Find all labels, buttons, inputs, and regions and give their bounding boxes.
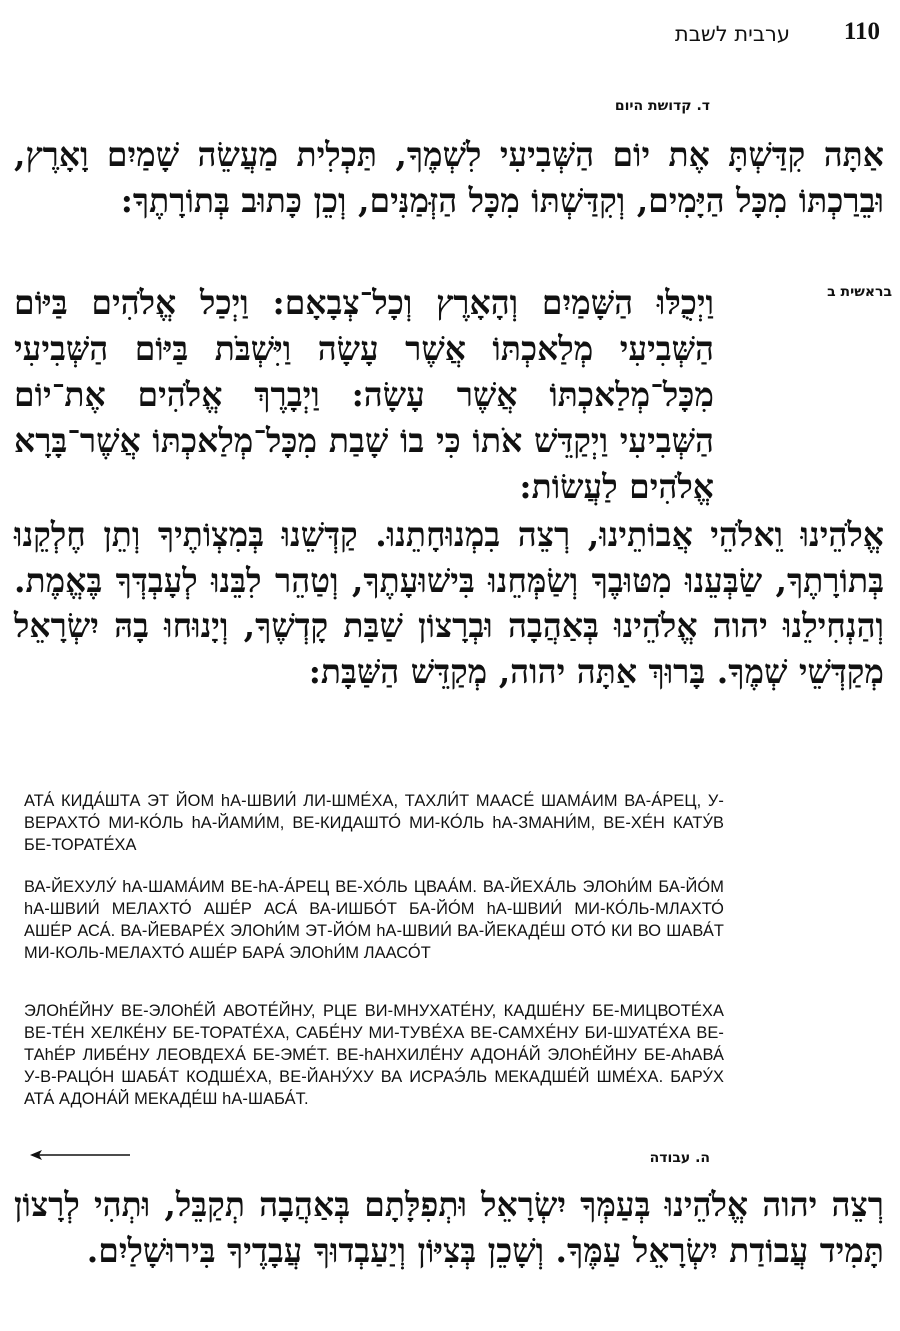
hebrew-paragraph-2: וַיְכֻלּוּ הַשָּׁמַיִם וְהָאָרֶץ וְכָל־צְבָאָם: וַיְכַל אֱלֹהִים בַּיּוֹם הַשְּׁבִיעִי מְלַאכְתּוֹ אֲשֶׁר עָשָׂה וַיִּשְׁבֹּת בַּיּוֹם הַשְּׁבִיעִי מִכָּל־מְלַאכְתּוֹ אֲשֶׁר עָשָׂה: וַיְבָרֶךְ אֱלֹהִים אֶת־יוֹם הַשְּׁבִיעִי וַיְקַדֵּשׁ אֹתוֹ כִּי בוֹ שָׁבַת מִכָּל־מְלַאכְתּוֹ אֲשֶׁר־בָּרָא אֱלֹהִים לַעֲשׂוֹת: <box>14 283 714 506</box>
page-number: 110 <box>843 18 880 45</box>
transliteration-paragraph-2: ВА-ЙЕХУЛУ́ hА-ШАМА́ИМ ВЕ-hА-А́РЕЦ ВЕ-ХО́ЛЬ ЦВАА́М. ВА-ЙЕХА́ЛЬ ЭЛОhИ́М БА-ЙО́М hА-ШВИИ́ МЕЛАХТО́ АШЕ́Р АСА́ ВА-ИШБО́Т БА-ЙО́М hА-ШВИИ́ МИ-КО́ЛЬ-МЛАХТО́ АШЕ́Р АСА́. ВА-ЙЕВАРЕ́Х ЭЛОhИ́М ЭТ-ЙО́М hА-ШВИИ́ ВА-ЙЕКАДЕ́Ш ОТО́ КИ ВО ШАВА́Т МИ-КОЛЬ-МЕЛАХТО́ АШЕ́Р БАРА́ ЭЛОhИ́М ЛААСО́Т <box>24 878 724 962</box>
page-title: ערבית לשבת <box>674 22 790 46</box>
section-label-kedushat-hayom: ד. קדושת היום <box>614 98 710 114</box>
section-label-avodah: ה. עבודה <box>649 1150 710 1166</box>
continue-arrow-icon <box>28 1147 132 1161</box>
transliteration-paragraph-1: АТА́ КИДА́ШТА ЭТ ЙОМ hА-ШВИИ́ ЛИ-ШМЕ́ХА, ТАХЛИ́Т МААСЕ́ ШАМА́ИМ ВА-А́РЕЦ, У-ВЕРАХТО́ МИ-КО́ЛЬ hА-ЙАМИ́М, ВЕ-КИДАШТО́ МИ-КО́ЛЬ hА-ЗМАНИ́М, ВЕ-ХЕ́Н КАТУ́В БЕ-ТОРАТЕ́ХА <box>24 792 724 854</box>
margin-note-source: בראשית ב <box>827 284 892 300</box>
hebrew-paragraph-4: רְצֵה יהוה אֱלֹהֵינוּ בְּעַמְּךָ יִשְׂרָאֵל וּתְפִלָּתָם בְּאַהֲבָה תְקַבֵּל, וּתְהִי לְרָצוֹן תָּמִיד עֲבוֹדַת יִשְׂרָאֵל עַמֶּךָ. וְשָׁכֵן בְּצִיּוֹן וְיַעַבְדוּךָ עֲבָדֶיךָ בִּירוּשָׁלַיִם. <box>14 1185 884 1270</box>
hebrew-paragraph-1: אַתָּה קִדַּשְׁתָּ אֶת יוֹם הַשְּׁבִיעִי לִשְׁמֶךָ, תַּכְלִית מַעֲשֵׂה שָׁמַיִם וָאָרֶץ, וּבֵרַכְתּוֹ מִכָּל הַיָּמִים, וְקִדַּשְׁתּוֹ מִכָּל הַזְּמַנִּים, וְכֵן כָּתוּב בְּתוֹרָתֶךָ: <box>14 135 884 220</box>
hebrew-paragraph-3: אֱלֹהֵינוּ וֵאלֹהֵי אֲבוֹתֵינוּ, רְצֵה בִמְנוּחָתֵנוּ. קַדְּשֵׁנוּ בְּמִצְוֹתֶיךָ וְתֵן חֶלְקֵנוּ בְּתוֹרָתֶךָ, שַׂבְּעֵנוּ מִטּוּבֶךָ וְשַׂמְּחֵנוּ בִּישׁוּעָתֶךָ, וְטַהֵר לִבֵּנוּ לְעָבְדְּךָ בֶּאֱמֶת. וְהַנְחִילֵנוּ יהוה אֱלֹהֵינוּ בְּאַהֲבָה וּבְרָצוֹן שַׁבַּת קָדְשֶׁךָ, וְיָנוּחוּ בָהּ יִשְׂרָאֵל מְקַדְּשֵׁי שְׁמֶךָ. בָּרוּךְ אַתָּה יהוה, מְקַדֵּשׁ הַשַּׁבָּת: <box>14 515 884 691</box>
transliteration-paragraph-3: ЭЛОhЕ́ЙНУ ВЕ-ЭЛОhЕ́Й АВОТЕ́ЙНУ, РЦЕ ВИ-МНУХАТЕ́НУ, КАДШЕ́НУ БЕ-МИЦВОТЕ́ХА ВЕ-ТЕ́Н ХЕЛКЕ́НУ БЕ-ТОРАТЕ́ХА, САБЕ́НУ МИ-ТУВЕ́ХА ВЕ-САМХЕ́НУ БИ-ШУАТЕ́ХА ВЕ-ТАhЕ́Р ЛИБЕ́НУ ЛЕОВДЕХА́ БЕ-ЭМЕ́Т. ВЕ-hАНХИЛЕ́НУ АДОНА́Й ЭЛОhЕ́ЙНУ БЕ-АhАВА́ У-В-РАЦО́Н ШАБА́Т КОДШЕ́ХА, ВЕ-ЙАНУ́ХУ ВА ИСРАЭ́ЛЬ МЕКАДШЕ́Й ШМЕ́ХА. БАРУ́Х АТА́ АДОНА́Й МЕКАДЕ́Ш hА-ШАБА́Т. <box>24 1002 724 1108</box>
